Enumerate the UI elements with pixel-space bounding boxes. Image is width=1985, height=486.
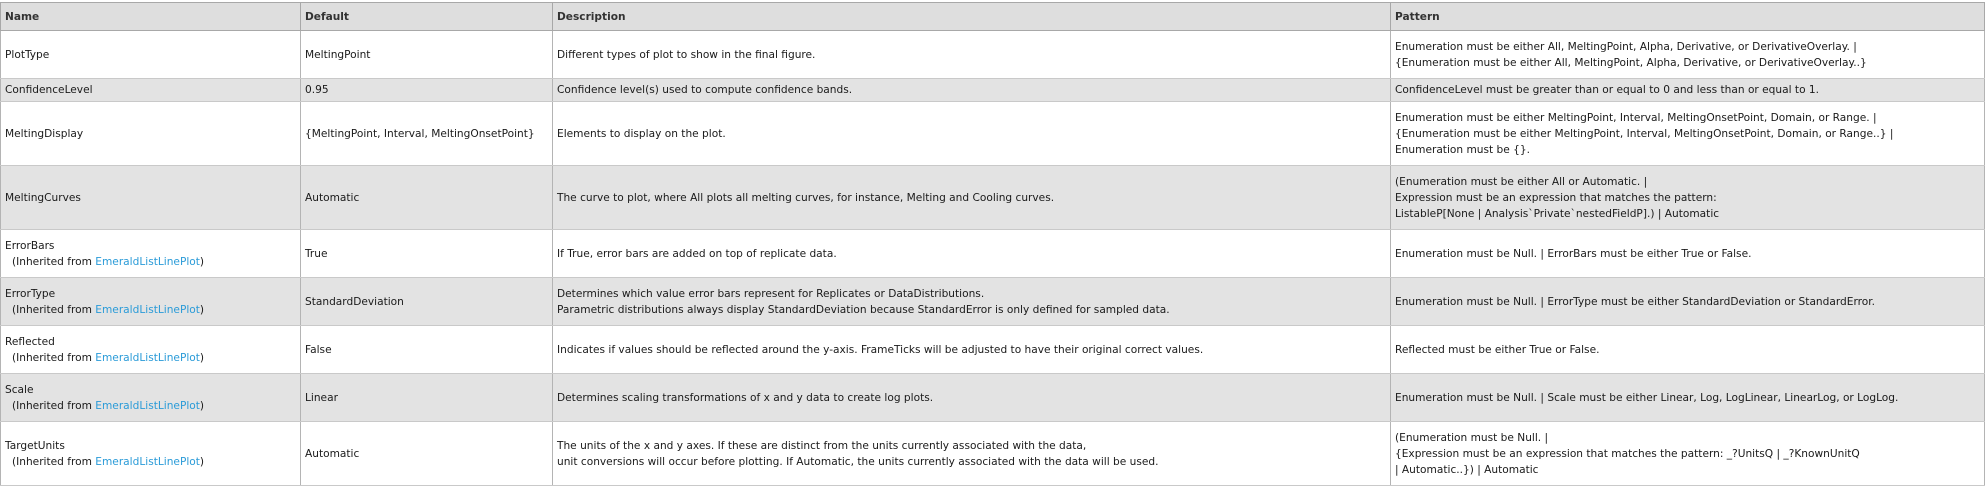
option-description [553,422,1391,486]
description-line: Confidence level(s) used to compute confidence bands. [557,84,853,96]
inherited-suffix: ) [199,399,205,412]
description-line: The curve to plot, where All plots all melting curves, for instance, Melting and Cooling curves. [557,191,1055,204]
pattern-line: Expression must be an expression that matches the pattern: [1395,191,1717,204]
option-name-cell [1,31,301,79]
option-pattern [1391,326,1985,374]
pattern-line: Enumeration must be Null. | Scale must be either Linear, Log, LogLinear, LinearLog, or LogLog. [1395,391,1899,404]
pattern-line: Enumeration must be Null. | ErrorBars must be either True or False. [1395,247,1752,260]
table-row [1,278,1985,326]
description-line: The units of the x and y axes. If these are distinct from the units currently associated with the data, [557,439,1087,452]
option-default: Automatic [301,166,553,230]
option-pattern [1391,278,1985,326]
pattern-line: | Automatic..}) | Automatic [1395,463,1539,476]
table-row [1,326,1985,374]
option-name-cell [1,79,301,102]
inherited-note [5,454,296,470]
inherited-suffix: ) [199,303,205,316]
description-line: unit conversions will occur before plotting. If Automatic, the units currently associated with the data will be used. [557,455,1159,468]
inherited-link[interactable]: EmeraldListLinePlot [95,455,200,468]
pattern-line: (Enumeration must be Null. | [1395,431,1549,444]
pattern-line: Enumeration must be Null. | ErrorType must be either StandardDeviation or StandardError. [1395,295,1875,308]
description-line: Different types of plot to show in the final figure. [557,48,816,61]
inherited-suffix: ) [199,455,205,468]
option-default: Automatic [301,422,553,486]
option-name: MeltingCurves [5,191,81,204]
inherited-note [5,350,296,366]
inherited-suffix: ) [199,351,205,364]
inherited-link[interactable]: EmeraldListLinePlot [95,255,200,268]
option-name-cell [1,230,301,278]
option-name: PlotType [5,48,50,61]
pattern-line: ConfidenceLevel must be greater than or equal to 0 and less than or equal to 1. [1395,84,1820,96]
inherited-link[interactable]: EmeraldListLinePlot [95,399,200,412]
option-name: TargetUnits [5,439,65,452]
pattern-line: Enumeration must be either MeltingPoint, Interval, MeltingOnsetPoint, Domain, or Range. | [1395,111,1877,124]
inherited-prefix: (Inherited from [12,351,96,364]
inherited-prefix: (Inherited from [12,255,96,268]
pattern-line: ListableP[None | Analysis`Private`nestedFieldP].) | Automatic [1395,207,1720,220]
header-description: Description [553,3,1391,31]
description-line: Elements to display on the plot. [557,127,726,140]
inherited-link[interactable]: EmeraldListLinePlot [95,351,200,364]
inherited-suffix: ) [199,255,205,268]
inherited-prefix: (Inherited from [12,303,96,316]
option-default: True [301,230,553,278]
option-description [553,31,1391,79]
header-row [1,3,1985,31]
option-default: False [301,326,553,374]
option-name: ErrorType [5,287,56,300]
inherited-note [5,302,296,318]
option-description [553,166,1391,230]
pattern-line: {Enumeration must be either MeltingPoint, Interval, MeltingOnsetPoint, Domain, or Range..} | [1395,127,1894,140]
option-pattern [1391,230,1985,278]
table-row [1,166,1985,230]
description-line: Parametric distributions always display StandardDeviation because StandardError is only defined for sampled data. [557,303,1170,316]
description-line: Indicates if values should be reflected around the y-axis. FrameTicks will be adjusted to have their original correct values. [557,343,1204,356]
option-description [553,326,1391,374]
table-row [1,230,1985,278]
option-pattern [1391,31,1985,79]
options-table [0,2,1985,486]
option-name-cell [1,166,301,230]
header-default: Default [301,3,553,31]
option-description [553,102,1391,166]
option-default: {MeltingPoint, Interval, MeltingOnsetPoint} [301,102,553,166]
option-name: ErrorBars [5,239,55,252]
option-name-cell [1,374,301,422]
table-row [1,79,1985,102]
option-default: 0.95 [301,79,553,102]
option-name: MeltingDisplay [5,127,84,140]
pattern-line: Enumeration must be {}. [1395,143,1530,156]
option-name: Reflected [5,335,55,348]
option-name: Scale [5,383,34,396]
option-pattern [1391,374,1985,422]
description-line: If True, error bars are added on top of replicate data. [557,247,837,260]
pattern-line: {Enumeration must be either All, MeltingPoint, Alpha, Derivative, or DerivativeOverlay..} [1395,56,1867,69]
option-description [553,374,1391,422]
inherited-prefix: (Inherited from [12,455,96,468]
description-line: Determines which value error bars represent for Replicates or DataDistributions. [557,287,985,300]
description-line: Determines scaling transformations of x and y data to create log plots. [557,391,934,404]
option-description [553,278,1391,326]
option-name-cell [1,278,301,326]
inherited-prefix: (Inherited from [12,399,96,412]
option-pattern [1391,79,1985,102]
inherited-note [5,398,296,414]
option-name-cell [1,326,301,374]
option-name-cell [1,422,301,486]
inherited-link[interactable]: EmeraldListLinePlot [95,303,200,316]
option-pattern [1391,102,1985,166]
option-name: ConfidenceLevel [5,84,93,96]
header-pattern: Pattern [1391,3,1985,31]
pattern-line: Reflected must be either True or False. [1395,343,1600,356]
option-default: StandardDeviation [301,278,553,326]
pattern-line: (Enumeration must be either All or Automatic. | [1395,175,1648,188]
option-description [553,230,1391,278]
header-name: Name [1,3,301,31]
option-name-cell [1,102,301,166]
table-row [1,102,1985,166]
option-default: Linear [301,374,553,422]
option-pattern [1391,422,1985,486]
option-pattern [1391,166,1985,230]
table-row [1,374,1985,422]
pattern-line: Enumeration must be either All, MeltingPoint, Alpha, Derivative, or DerivativeOverlay. | [1395,40,1857,53]
inherited-note [5,254,296,270]
option-default: MeltingPoint [301,31,553,79]
table-row [1,31,1985,79]
option-description [553,79,1391,102]
pattern-line: {Expression must be an expression that matches the pattern: _?UnitsQ | _?KnownUnitQ [1395,447,1860,460]
table-row [1,422,1985,486]
